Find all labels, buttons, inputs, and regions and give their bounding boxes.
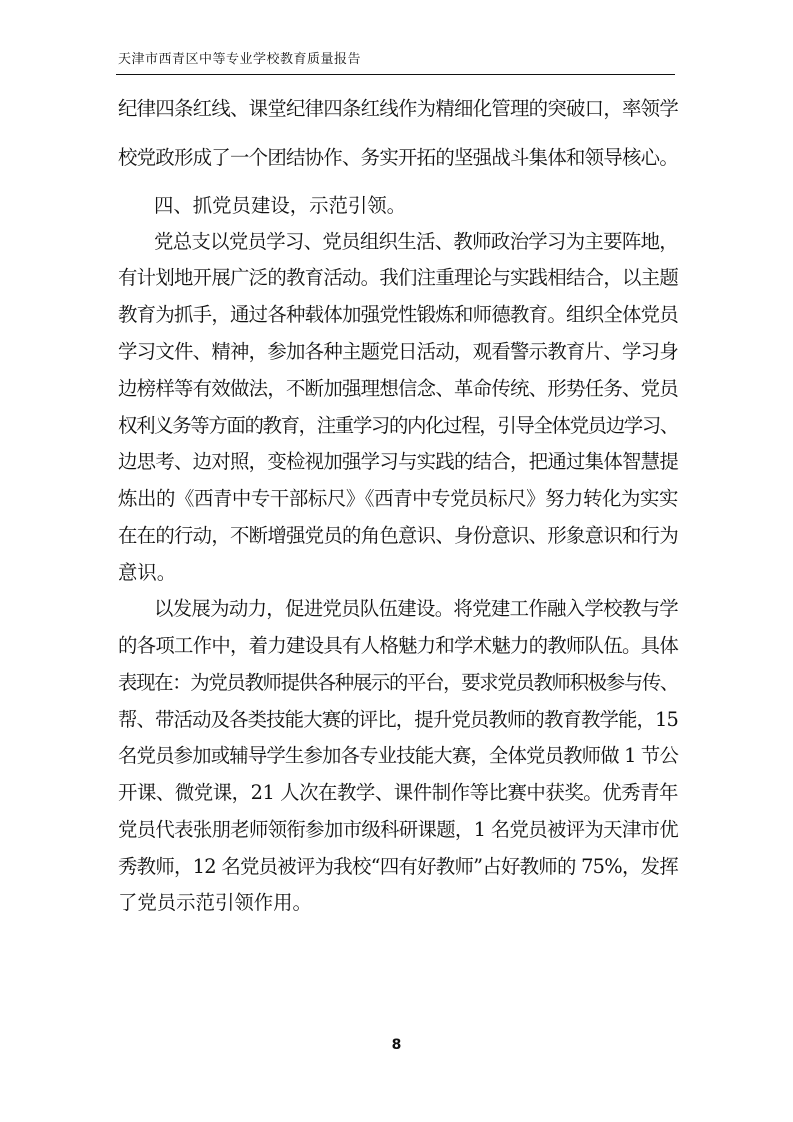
text-line: 以发展为动力，促进党员队伍建设。将党建工作融入学校教与学 (154, 597, 678, 620)
text-line: 开课、微党课，21 人次在教学、课件制作等比赛中获奖。优秀青年 (118, 781, 678, 804)
text-line: 在在的行动，不断增强党员的角色意识、身份意识、形象意识和行为 (118, 524, 678, 547)
text-line: 学习文件、精神，参加各种主题党日活动，观看警示教育片、学习身 (118, 340, 678, 363)
text-line: 意识。 (118, 561, 177, 584)
text-line: 教育为抓手，通过各种载体加强党性锻炼和师德教育。组织全体党员 (118, 303, 678, 326)
header-divider (116, 74, 675, 75)
text-line: 边思考、边对照，变检视加强学习与实践的结合，把通过集体智慧提 (118, 450, 678, 473)
text-line: 名党员参加或辅导学生参加各专业技能大赛，全体党员教师做 1 节公 (118, 744, 678, 767)
text-line: 秀教师，12 名党员被评为我校“四有好教师”占好教师的 75%，发挥 (118, 855, 678, 878)
text-line: 帮、带活动及各类技能大赛的评比，提升党员教师的教育教学能，15 (118, 708, 678, 731)
text-line: 权利义务等方面的教育，注重学习的内化过程，引导全体党员边学习、 (118, 414, 678, 437)
page-number: 8 (391, 1037, 402, 1053)
text-line: 了党员示范引领作用。 (118, 891, 312, 914)
text-line: 党员代表张朋老师领衔参加市级科研课题，1 名党员被评为天津市优 (118, 818, 678, 841)
text-line: 校党政形成了一个团结协作、务实开拓的坚强战斗集体和领导核心。 (118, 146, 678, 169)
text-line: 纪律四条红线、课堂纪律四条红线作为精细化管理的突破口，率领学 (118, 97, 678, 120)
text-line: 表现在：为党员教师提供各种展示的平台，要求党员教师积极参与传、 (118, 671, 678, 694)
running-header: 天津市西青区中等专业学校教育质量报告 (118, 52, 362, 67)
text-line: 有计划地开展广泛的教育活动。我们注重理论与实践相结合，以主题 (118, 266, 678, 289)
text-line: 炼出的《西青中专干部标尺》《西青中专党员标尺》努力转化为实实 (118, 487, 678, 510)
text-line: 边榜样等有效做法，不断加强理想信念、革命传统、形势任务、党员 (118, 377, 678, 400)
text-line: 的各项工作中，着力建设具有人格魅力和学术魅力的教师队伍。具体 (118, 634, 678, 657)
text-line: 党总支以党员学习、党员组织生活、教师政治学习为主要阵地， (154, 230, 678, 253)
section-heading: 四、抓党员建设，示范引领。 (154, 194, 407, 217)
